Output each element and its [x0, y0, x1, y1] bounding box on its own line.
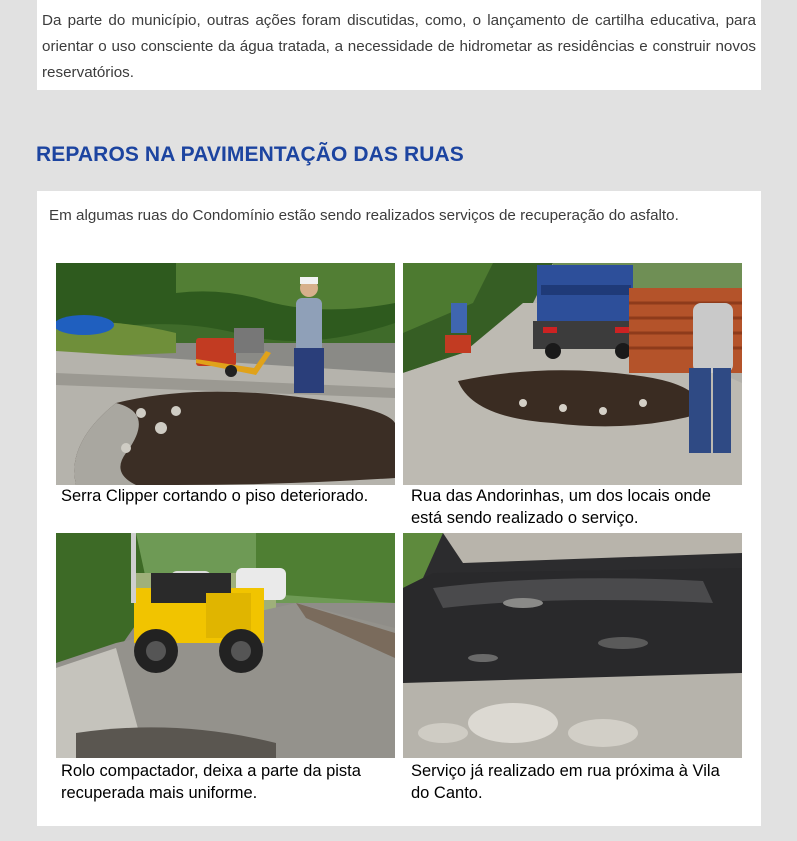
section-card	[37, 191, 761, 826]
photo-rolo-compactador	[56, 533, 395, 758]
photo-serra-clipper	[56, 263, 395, 485]
photo-vila-do-canto	[403, 533, 742, 758]
caption-rolo-compactador: Rolo compactador, deixa a parte da pista recuperada mais uniforme.	[61, 762, 361, 802]
caption-serra-clipper: Serra Clipper cortando o piso deteriorado.	[61, 487, 369, 505]
top-text-card	[37, 0, 761, 90]
top-paragraph: Da parte do município, outras ações foram discutidas, como, o lançamento de cartilha educativa, para orientar o uso consciente da água tratada, a necessidade de hidrometar as residências e construir novos reservatórios.	[42, 12, 756, 81]
caption-rua-das-andorinhas: Rua das Andorinhas, um dos locais onde está sendo realizado o serviço.	[411, 487, 711, 527]
caption-vila-do-canto: Serviço já realizado em rua próxima à Vila do Canto.	[411, 762, 720, 802]
section-title: REPAROS NA PAVIMENTAÇÃO DAS RUAS	[36, 143, 464, 166]
section-intro: Em algumas ruas do Condomínio estão sendo realizados serviços de recuperação do asfalto.	[49, 207, 679, 224]
photo-rua-das-andorinhas	[403, 263, 742, 485]
